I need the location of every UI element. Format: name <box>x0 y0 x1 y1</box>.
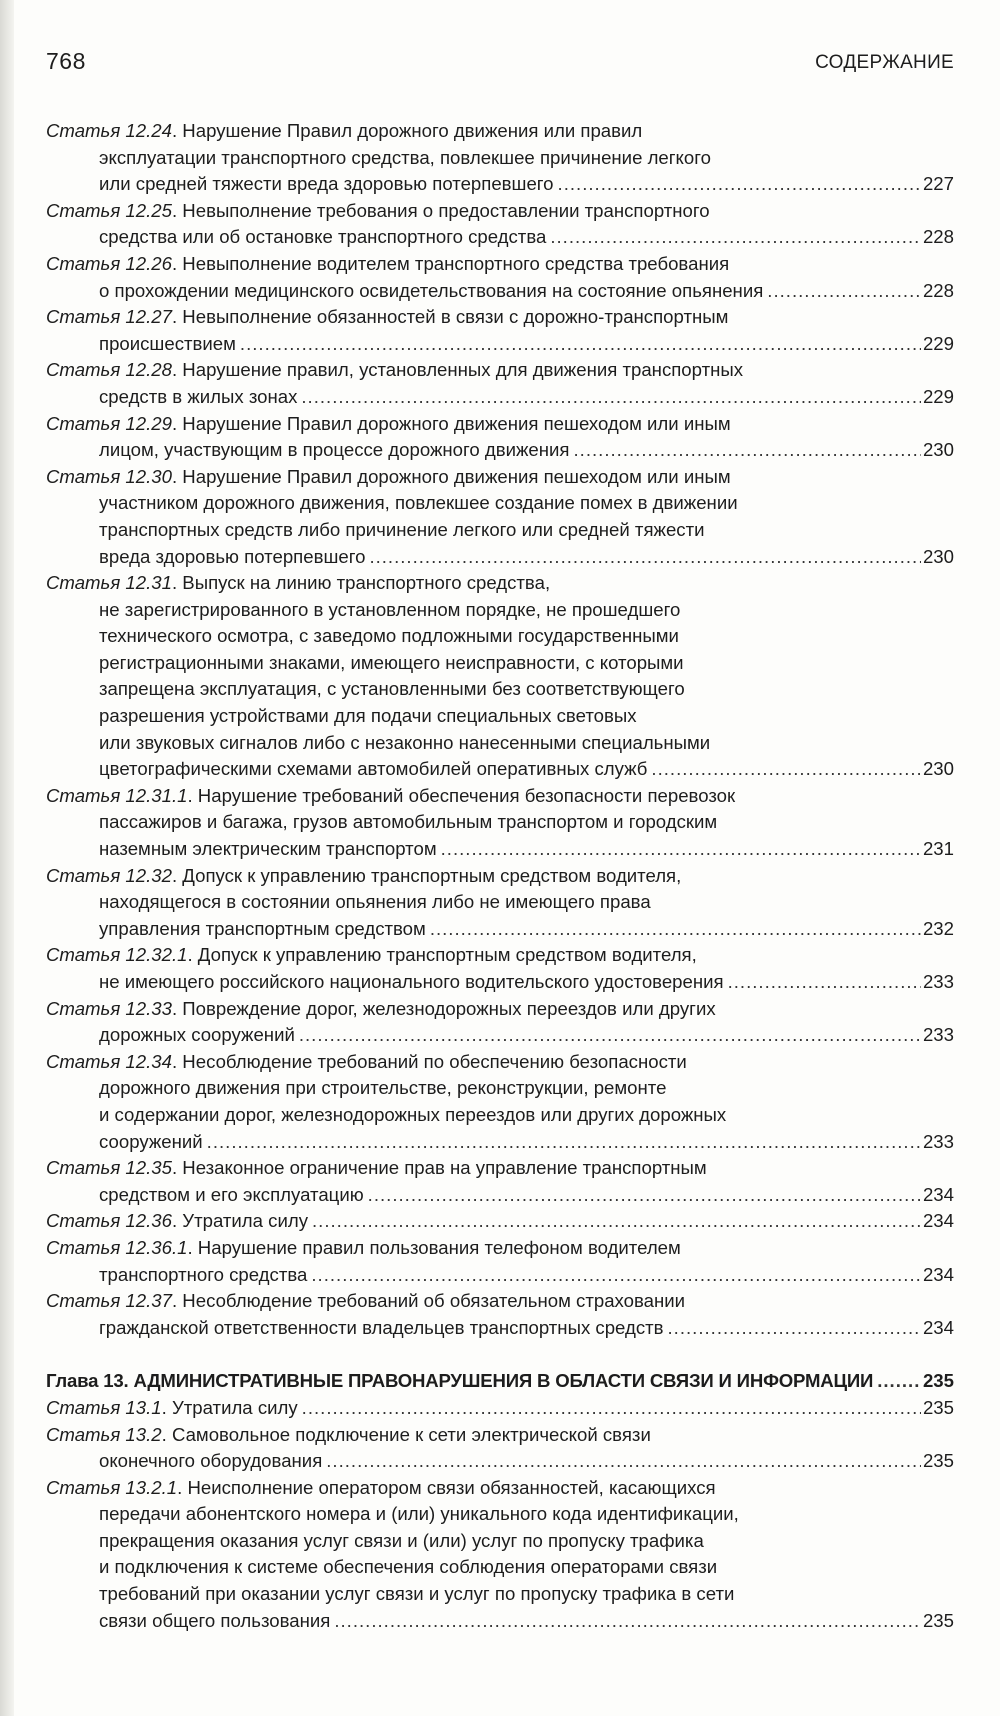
toc-entry <box>46 1395 954 1422</box>
article-title-line: оконечного оборудования <box>99 1450 323 1472</box>
entry-line: Статья 12.34. Несоблюдение требований по обеспечению безопасности <box>46 1050 687 1072</box>
article-title-line: Нарушение Правил дорожного движения или правил <box>182 120 643 141</box>
article-label: Статья 12.37 <box>46 1290 172 1312</box>
article-title-line: пассажиров и багажа, грузов автомобильным транспортом и городским <box>99 811 718 833</box>
article-title-line: Выпуск на линию транспортного средства, <box>182 572 551 594</box>
entry-line: Статья 12.31. Выпуск на линию транспортного средства, <box>46 572 551 594</box>
page-ref: 235 <box>922 1370 954 1392</box>
page-ref: 230 <box>922 758 954 780</box>
page-ref: 234 <box>922 1263 954 1285</box>
toc-entry <box>46 357 954 410</box>
article-label: Статья 12.26 <box>46 252 172 274</box>
article-title-line: передачи абонентского номера и (или) уникального кода идентификации, <box>99 1503 739 1525</box>
page-ref: 228 <box>922 226 954 248</box>
page-ref: 227 <box>922 173 954 195</box>
page-header <box>46 48 954 82</box>
page-ref: 232 <box>922 917 954 939</box>
article-label: Статья 12.30 <box>46 465 172 487</box>
dot-leader <box>877 1368 921 1395</box>
article-title-line: запрещена эксплуатация, с установленными без соответствующего <box>99 678 685 700</box>
entry-line: Статья 12.27. Невыполнение обязанностей в связи с дорожно-транспортным <box>46 306 729 328</box>
page-ref: 233 <box>922 971 954 992</box>
dot-leader <box>558 171 921 198</box>
entry-line <box>46 1075 954 1102</box>
article-label: Статья 12.31 <box>46 572 172 594</box>
article-label: Статья 12.35 <box>46 1157 172 1179</box>
entry-line: Статья 12.25. Невыполнение требования о предоставлении транспортного <box>46 199 710 221</box>
entry-line <box>46 1102 954 1129</box>
article-label: Статья 13.2.1 <box>46 1476 178 1498</box>
page-ref: 234 <box>922 1316 954 1338</box>
toc-entry <box>46 1475 954 1635</box>
entry-line <box>46 331 954 358</box>
entry-line: Статья 12.26. Невыполнение водителем транспортного средства требования <box>46 252 730 274</box>
page-ref: 229 <box>922 332 954 354</box>
entry-line <box>46 1315 954 1342</box>
article-title-line: технического осмотра, с заведомо подложными государственными <box>99 625 679 647</box>
dot-leader <box>767 278 921 305</box>
article-label: Статья 12.36 <box>46 1210 172 1232</box>
dot-leader <box>430 916 921 943</box>
article-title-line: средств в жилых зонах <box>99 385 298 407</box>
entry-line <box>46 836 954 863</box>
entry-line <box>46 1528 954 1555</box>
article-title-line: Нарушение правил пользования телефоном водителем <box>197 1236 681 1258</box>
entry-line <box>46 1554 954 1581</box>
toc-entry <box>46 198 954 251</box>
toc-entry <box>46 1155 954 1208</box>
dot-leader <box>651 756 921 783</box>
toc-entry <box>46 1288 954 1341</box>
entry-line: Статья 12.35. Незаконное ограничение прав на управление транспортным <box>46 1157 707 1179</box>
toc-entry <box>46 411 954 464</box>
entry-line: Статья 12.33. Повреждение дорог, железнодорожных переездов или других <box>46 997 716 1019</box>
page-number: 768 <box>46 48 86 74</box>
entry-line: Статья 12.36.1. Нарушение правил пользования телефоном водителем <box>46 1236 681 1258</box>
page-edge-shadow <box>0 0 14 1716</box>
page-ref: 235 <box>922 1396 954 1418</box>
entry-line: Статья 12.28. Нарушение правил, установленных для движения транспортных <box>46 359 744 381</box>
article-label: Статья 12.33 <box>46 997 172 1019</box>
entry-line <box>46 171 954 198</box>
entry-line <box>46 1501 954 1528</box>
dot-leader <box>574 437 921 464</box>
article-title-line: Невыполнение водителем транспортного средства требования <box>182 252 730 274</box>
toc-entry <box>46 464 954 570</box>
article-title-line: вреда здоровью потерпевшего <box>99 545 366 567</box>
toc-entry <box>46 863 954 943</box>
article-label: Статья 12.36.1 <box>46 1236 188 1258</box>
entry-line: Статья 13.2. Самовольное подключение к сети электрической связи <box>46 1423 651 1445</box>
article-label: Статья 12.29 <box>46 412 172 434</box>
article-label: Статья 12.24 <box>46 120 172 141</box>
page-ref: 230 <box>922 439 954 461</box>
dot-leader <box>301 384 921 411</box>
dot-leader <box>302 1395 921 1422</box>
toc-entry <box>46 1049 954 1155</box>
article-title-line: или звуковых сигналов либо с незаконно нанесенными специальными <box>99 731 711 753</box>
toc-entry <box>46 942 954 995</box>
article-title-line: Утратила силу <box>171 1396 298 1418</box>
article-title-line: Нарушение Правил дорожного движения пешеходом или иным <box>182 412 731 434</box>
entry-text-wrap: Статья 12.36. Утратила силу <box>46 1210 308 1232</box>
toc-entry <box>46 251 954 304</box>
article-title-line: разрешения устройствами для подачи специальных световых <box>99 705 637 727</box>
dot-leader <box>207 1129 921 1156</box>
entry-line: Статья 12.37. Несоблюдение требований об обязательном страховании <box>46 1290 686 1312</box>
article-title-line: требований при оказании услуг связи и услуг по пропуску трафика в сети <box>99 1583 735 1605</box>
entry-line: Статья 12.32.1. Допуск к управлению транспортным средством водителя, <box>46 944 697 966</box>
entry-line <box>46 597 954 624</box>
dot-leader <box>368 1182 921 1209</box>
page-ref: 231 <box>922 838 954 860</box>
article-title-line: Нарушение требований обеспечения безопасности перевозок <box>197 784 736 806</box>
article-title-line: Нарушение правил, установленных для движения транспортных <box>182 359 744 381</box>
entry-line <box>46 437 954 464</box>
toc-entry <box>46 1208 954 1235</box>
entry-line <box>46 384 954 411</box>
entry-line: Статья 12.29. Нарушение Правил дорожного движения пешеходом или иным <box>46 412 731 434</box>
entry-line <box>46 730 954 757</box>
page-ref: 228 <box>922 279 954 301</box>
entry-line <box>46 1395 954 1422</box>
entry-line <box>46 889 954 916</box>
running-section-title: СОДЕРЖАНИЕ <box>815 52 954 73</box>
page-ref: 233 <box>922 1130 954 1152</box>
article-title-line: не зарегистрированного в установленном порядке, не прошедшего <box>99 598 681 620</box>
article-title-line: дорожного движения при строительстве, реконструкции, ремонте <box>99 1077 667 1099</box>
dot-leader <box>311 1262 921 1289</box>
article-title-line: Повреждение дорог, железнодорожных переездов или других <box>182 997 716 1019</box>
entry-line <box>46 1208 954 1235</box>
toc-entry <box>46 1422 954 1475</box>
toc-entry <box>46 570 954 783</box>
dot-leader <box>299 1022 921 1049</box>
article-label: Статья 12.27 <box>46 306 172 328</box>
entry-line <box>46 1182 954 1209</box>
article-title-line: Невыполнение обязанностей в связи с дорожно-транспортным <box>182 306 729 328</box>
toc-entry <box>46 783 954 863</box>
entry-line: Статья 12.24. Нарушение Правил дорожного движения или правил <box>46 120 643 141</box>
article-title-line: Незаконное ограничение прав на управление транспортным <box>182 1157 707 1179</box>
entry-text-wrap: Статья 13.1. Утратила силу <box>46 1396 298 1418</box>
toc-entry <box>46 996 954 1049</box>
entry-line <box>46 490 954 517</box>
article-label: Статья 13.2 <box>46 1423 162 1445</box>
dot-leader <box>728 969 921 996</box>
article-title-line: и содержании дорог, железнодорожных переездов или других дорожных <box>99 1103 727 1125</box>
entry-line <box>46 1129 954 1156</box>
entry-line: Статья 12.30. Нарушение Правил дорожного движения пешеходом или иным <box>46 465 731 487</box>
entry-line <box>46 544 954 571</box>
page-ref: 234 <box>922 1183 954 1205</box>
dot-leader <box>326 1448 921 1475</box>
entry-line: Статья 13.2.1. Неисполнение оператором связи обязанностей, касающихся <box>46 1476 716 1498</box>
entry-line: Статья 12.31.1. Нарушение требований обеспечения безопасности перевозок <box>46 784 736 806</box>
article-label: Статья 12.31.1 <box>46 784 188 806</box>
article-title-line: наземным электрическим транспортом <box>99 838 437 860</box>
article-label: Статья 12.34 <box>46 1050 172 1072</box>
entry-line <box>46 809 954 836</box>
article-title-line: эксплуатации транспортного средства, повлекшее причинение легкого <box>99 146 711 168</box>
entry-line <box>46 517 954 544</box>
page-ref: 233 <box>922 1024 954 1046</box>
entry-line <box>46 278 954 305</box>
entry-line <box>46 916 954 943</box>
chapter-heading <box>46 1368 954 1395</box>
article-title-line: гражданской ответственности владельцев транспортных средств <box>99 1316 664 1338</box>
article-label: Статья 13.1 <box>46 1396 162 1418</box>
article-title-line: и подключения к системе обеспечения соблюдения операторами связи <box>99 1556 718 1578</box>
article-title-line: средства или об остановке транспортного средства <box>99 226 547 248</box>
article-title-line: Невыполнение требования о предоставлении транспортного <box>182 199 710 221</box>
article-title-line: дорожных сооружений <box>99 1024 295 1046</box>
article-title-line: Нарушение Правил дорожного движения пешеходом или иным <box>182 465 731 487</box>
article-title-line: не имеющего российского национального водительского удостоверения <box>99 971 724 992</box>
article-title-line: Самовольное подключение к сети электрической связи <box>171 1423 651 1445</box>
entry-line <box>46 969 954 996</box>
page-ref: 229 <box>922 385 954 407</box>
entry-line <box>46 650 954 677</box>
article-title-line: лицом, участвующим в процессе дорожного движения <box>99 439 570 461</box>
article-title-line: происшествием <box>99 332 236 354</box>
entry-line <box>46 756 954 783</box>
article-label: Статья 12.32 <box>46 864 172 886</box>
article-title-line: Несоблюдение требований по обеспечению безопасности <box>182 1050 687 1072</box>
entry-line <box>46 1581 954 1608</box>
article-label: Статья 12.25 <box>46 199 172 221</box>
article-title-line: сооружений <box>99 1130 203 1152</box>
dot-leader <box>668 1315 921 1342</box>
article-title-line: или средней тяжести вреда здоровью потерпевшего <box>99 173 554 195</box>
toc-entry <box>46 1235 954 1288</box>
entry-line <box>46 145 954 172</box>
entry-line: Статья 12.32. Допуск к управлению транспортным средством водителя, <box>46 864 682 886</box>
dot-leader <box>441 836 921 863</box>
entry-line <box>46 1608 954 1635</box>
article-title-line: участником дорожного движения, повлекшее создание помех в движении <box>99 492 738 514</box>
article-label: Статья 12.28 <box>46 359 172 381</box>
page-ref: 234 <box>922 1210 954 1232</box>
article-label: Статья 12.32.1 <box>46 944 188 966</box>
dot-leader <box>369 544 921 571</box>
dot-leader <box>312 1208 921 1235</box>
article-title-line: Допуск к управлению транспортным средством водителя, <box>197 944 697 966</box>
dot-leader <box>240 331 921 358</box>
page-ref: 230 <box>922 545 954 567</box>
entry-line <box>46 224 954 251</box>
entry-line <box>46 1448 954 1475</box>
dot-leader <box>550 224 921 251</box>
article-title-line: находящегося в состоянии опьянения либо не имеющего права <box>99 891 651 913</box>
entry-line <box>46 623 954 650</box>
article-title-line: связи общего пользования <box>99 1609 331 1631</box>
article-title-line: средством и его эксплуатацию <box>99 1183 364 1205</box>
article-title-line: Допуск к управлению транспортным средством водителя, <box>182 864 682 886</box>
entry-line <box>46 1262 954 1289</box>
chapter-title: Глава 13. АДМИНИСТРАТИВНЫЕ ПРАВОНАРУШЕНИЯ В ОБЛАСТИ СВЯЗИ И ИНФОРМАЦИИ <box>46 1370 874 1392</box>
article-title-line: Несоблюдение требований об обязательном страховании <box>182 1290 686 1312</box>
page-ref: 235 <box>922 1450 954 1472</box>
dot-leader <box>334 1608 921 1635</box>
page-ref: 235 <box>922 1609 954 1631</box>
article-title-line: транспортных средств либо причинение легкого или средней тяжести <box>99 518 705 540</box>
article-title-line: Неисполнение оператором связи обязанностей, касающихся <box>187 1476 716 1498</box>
entry-line <box>46 676 954 703</box>
article-title-line: транспортного средства <box>99 1263 308 1285</box>
article-title-line: управления транспортным средством <box>99 917 426 939</box>
article-title-line: цветографическими схемами автомобилей оперативных служб <box>99 758 648 780</box>
article-title-line: прекращения оказания услуг связи и (или) услуг по пропуску трафика <box>99 1529 704 1551</box>
article-title-line: о прохождении медицинского освидетельствования на состояние опьянения <box>99 279 764 301</box>
table-of-contents <box>46 118 954 1634</box>
toc-entry <box>46 304 954 357</box>
entry-line <box>46 703 954 730</box>
article-title-line: регистрационными знаками, имеющего неисправности, с которыми <box>99 651 684 673</box>
toc-entry <box>46 118 954 198</box>
entry-line <box>46 1022 954 1049</box>
article-title-line: Утратила силу <box>182 1210 308 1232</box>
